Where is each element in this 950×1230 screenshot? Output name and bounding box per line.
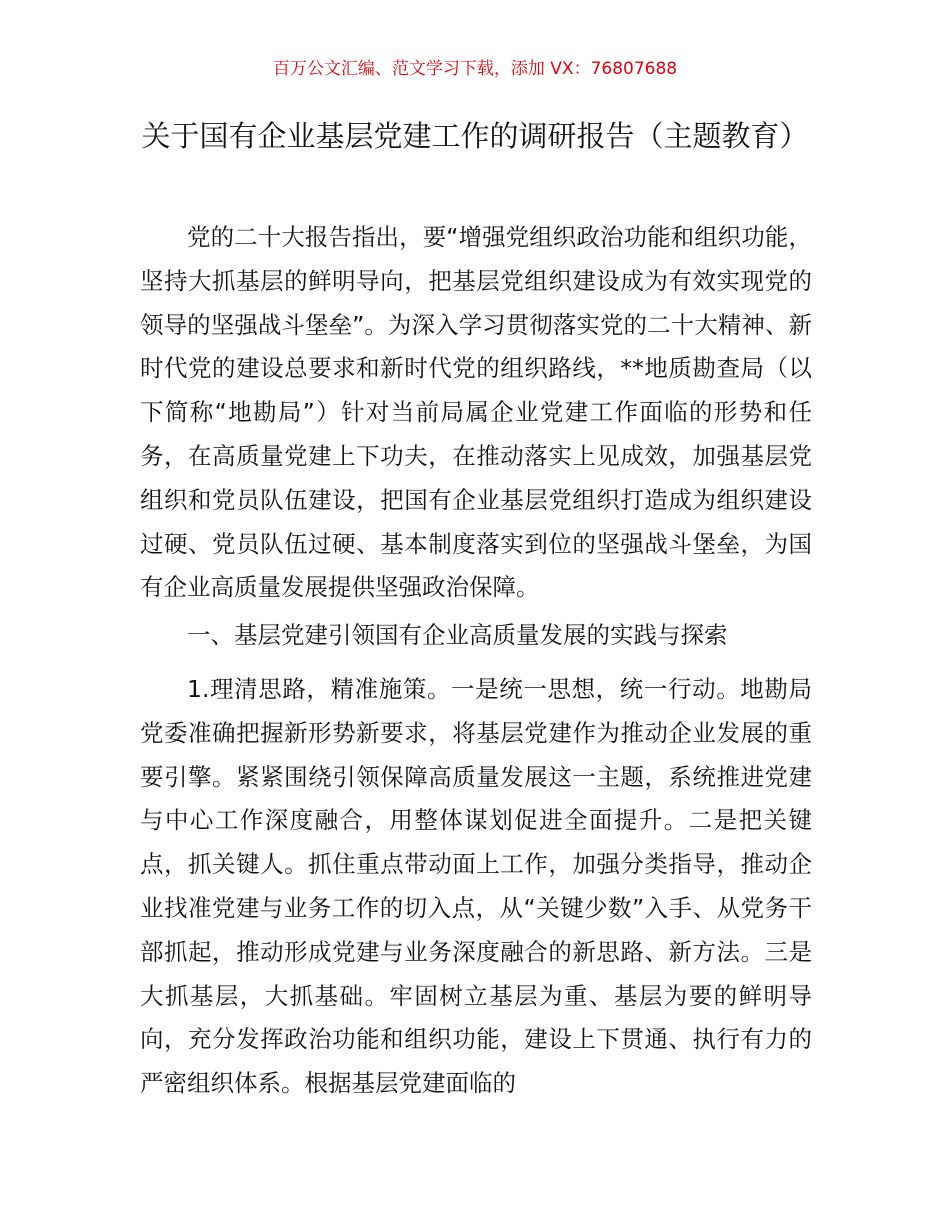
body-paragraph: 1.理清思路，精准施策。一是统一思想，统一行动。地勘局党委准确把握新形势新要求，将基层党建作为推动企业发展的重要引擎。紧紧围绕引领保障高质量发展这一主题，系统推进党建与中心工作深度融合，用整体谋划促进全面提升。二是把关键点，抓关键人。抓住重点带动面上工作，加强分类指导，推动企业找准党建与业务工作的切入点，从“关键少数”入手、从党务干部抓起，推动形成党建与业务深度融合的新思路、新方法。三是大抓基层，大抓基础。牢固树立基层为重、基层为要的鲜明导向，充分发挥政治功能和组织功能，建设上下贯通、执行有力的严密组织体系。根据基层党建面临的	[140, 675, 812, 1098]
section-heading: 一、基层党建引领国有企业高质量发展的实践与探索	[187, 621, 728, 649]
intro-paragraph: 党的二十大报告指出，要“增强党组织政治功能和组织功能，坚持大抓基层的鲜明导向，把基层党组织建设成为有效实现党的领导的坚强战斗堡垒”。为深入学习贯彻落实党的二十大精神、新时代党的建设总要求和新时代党的组织路线，**地质勘查局（以下简称“地勘局”）针对当前局属企业党建工作面临的形势和任务，在高质量党建上下功夫，在推动落实上见成效，加强基层党组织和党员队伍建设，把国有企业基层党组织打造成为组织建设过硬、党员队伍过硬、基本制度落实到位的坚强战斗堡垒，为国有企业高质量发展提供坚强政治保障。	[140, 223, 812, 602]
document-title: 关于国有企业基层党建工作的调研报告（主题教育）	[141, 119, 809, 153]
watermark-banner: 百万公文汇编、范文学习下载，添加 VX：76807688	[272, 59, 678, 79]
